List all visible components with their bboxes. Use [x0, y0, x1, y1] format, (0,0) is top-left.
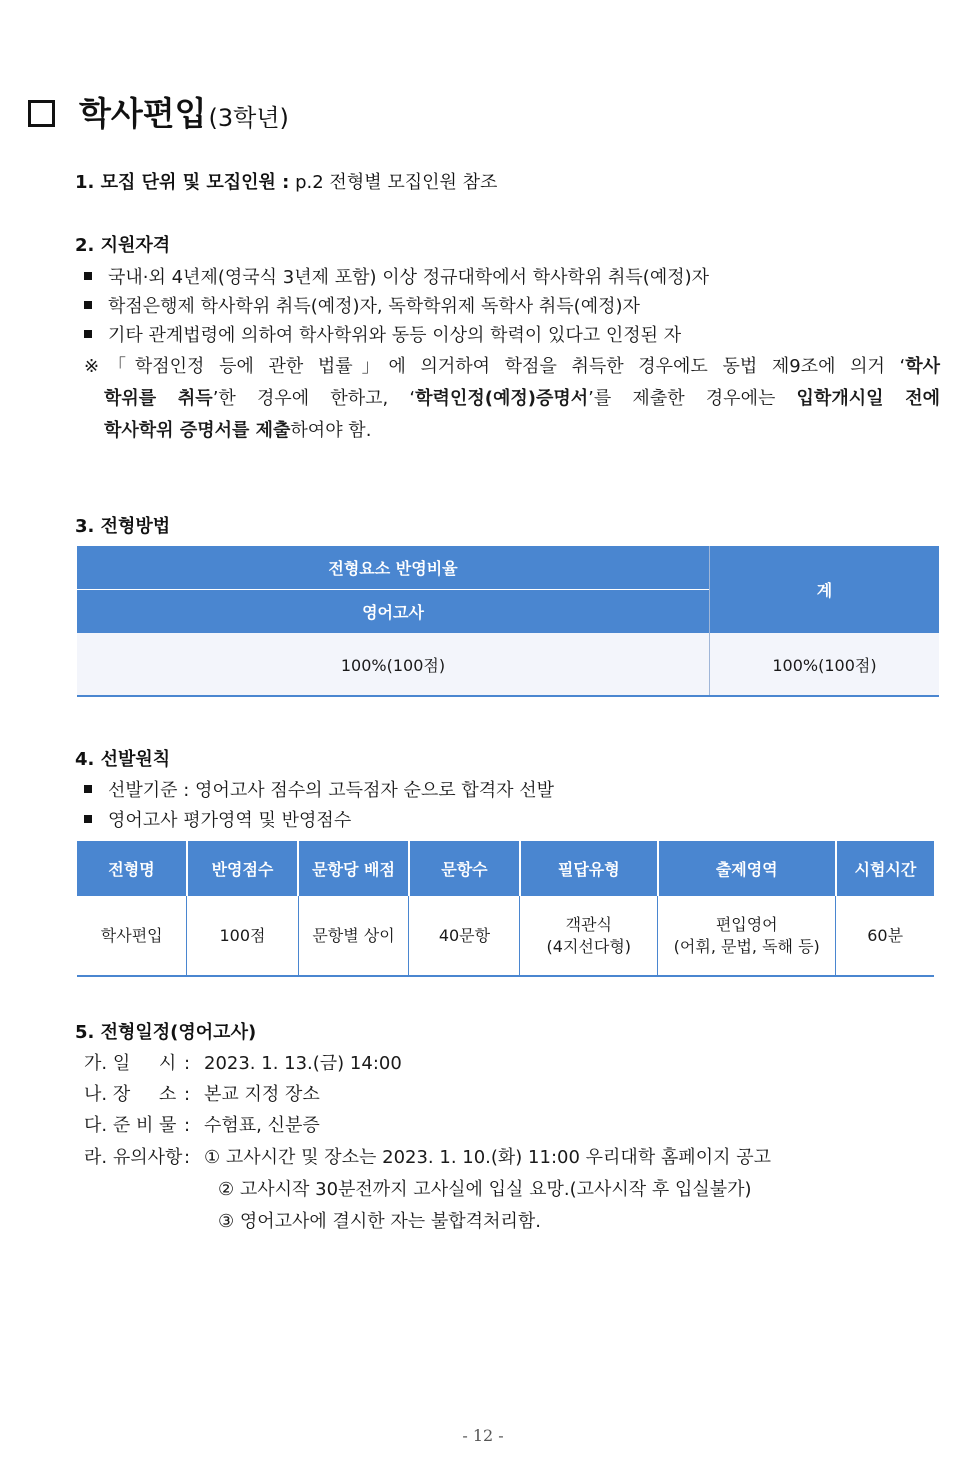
- col-header: 출제영역: [658, 841, 836, 896]
- note-line-1: ※「학점인정 등에 관한 법률」에 의거하여 학점을 취득한 경우에도 동법 제9조에 의거 ‘학사: [84, 356, 940, 377]
- note-paragraph: [84, 351, 940, 447]
- section-2-heading: 2. 지원자격: [75, 235, 171, 256]
- bullet-item: 선발기준 : 영어고사 점수의 고득점자 순으로 합격자 선발: [84, 776, 554, 802]
- bullet-item: 학점은행제 학사학위 취득(예정)자, 독학학위제 독학사 취득(예정)자: [84, 292, 640, 318]
- col-header: 필답유형: [520, 841, 658, 896]
- cell-name: 학사편입: [77, 896, 187, 976]
- table-header-total: 계: [710, 546, 940, 633]
- col-header: 전형명: [77, 841, 187, 896]
- square-bullet-icon: [84, 815, 92, 823]
- bullet-item: 국내·외 4년제(영국식 3년제 포함) 이상 정규대학에서 학사학위 취득(예정)자: [84, 263, 709, 289]
- section-3-heading: 3. 전형방법: [75, 516, 171, 537]
- note-line-2: 학위를 취득’한 경우에 한하고, ‘학력인정(예정)증명서’를 제출한 경우에는 입학개시일 전에: [104, 388, 941, 409]
- schedule-row: 가. 일 시 : 2023. 1. 13.(금) 14:00: [84, 1053, 402, 1074]
- col-header: 문항수: [409, 841, 520, 896]
- square-bullet-icon: [84, 301, 92, 309]
- cell-per-item: 문항별 상이: [298, 896, 409, 976]
- section-1-text: p.2 전형별 모집인원 참조: [289, 172, 498, 193]
- square-bullet-icon: [84, 330, 92, 338]
- col-header: 반영점수: [187, 841, 298, 896]
- section-5-heading: 5. 전형일정(영어고사): [75, 1022, 257, 1043]
- title-sub: (3학년): [208, 103, 289, 132]
- section-1-heading: 1. 모집 단위 및 모집인원 :: [75, 172, 290, 193]
- checkbox-square-icon: [28, 100, 55, 127]
- english-exam-table: [77, 841, 934, 977]
- schedule-row: 라. 유의사항: ① 고사시간 및 장소는 2023. 1. 10.(화) 11:00 우리대학 홈페이지 공고: [84, 1147, 771, 1168]
- schedule-row: 나. 장 소 : 본교 지정 장소: [84, 1084, 320, 1105]
- title-main: 학사편입: [79, 93, 207, 133]
- col-header: 문항당 배점: [298, 841, 409, 896]
- bullet-item: 영어고사 평가영역 및 반영점수: [84, 806, 351, 832]
- bullet-item: 기타 관계법령에 의하여 학사학위와 동등 이상의 학력이 있다고 인정된 자: [84, 321, 681, 347]
- cell-area: 편입영어 (어휘, 문법, 독해 등): [658, 896, 836, 976]
- cell-count: 40문항: [409, 896, 520, 976]
- schedule-note: ③ 영어고사에 결시한 자는 불합격처리함.: [218, 1211, 541, 1232]
- cell-type: 객관식 (4지선다형): [520, 896, 658, 976]
- table-header-english: 영어고사: [77, 590, 710, 634]
- cell-score: 100점: [187, 896, 298, 976]
- square-bullet-icon: [84, 272, 92, 280]
- cell-time: 60분: [836, 896, 934, 976]
- schedule-row: 다. 준 비 물 : 수험표, 신분증: [84, 1115, 320, 1136]
- square-bullet-icon: [84, 785, 92, 793]
- schedule-note: ② 고사시작 30분전까지 고사실에 입실 요망.(고사시작 후 입실불가): [218, 1179, 752, 1200]
- section-4-heading: 4. 선발원칙: [75, 749, 171, 770]
- section-1: [75, 168, 497, 194]
- selection-method-table: [77, 546, 939, 697]
- table-row: [77, 896, 934, 976]
- note-line-3: 학사학위 증명서를 제출하여야 함.: [104, 420, 372, 441]
- table-header-ratio: 전형요소 반영비율: [77, 546, 710, 590]
- table-cell-value: 100%(100점): [77, 633, 710, 696]
- col-header: 시험시간: [836, 841, 934, 896]
- page-title: [28, 86, 289, 136]
- page-number: - 12 -: [462, 1426, 504, 1445]
- table-cell-total: 100%(100점): [710, 633, 940, 696]
